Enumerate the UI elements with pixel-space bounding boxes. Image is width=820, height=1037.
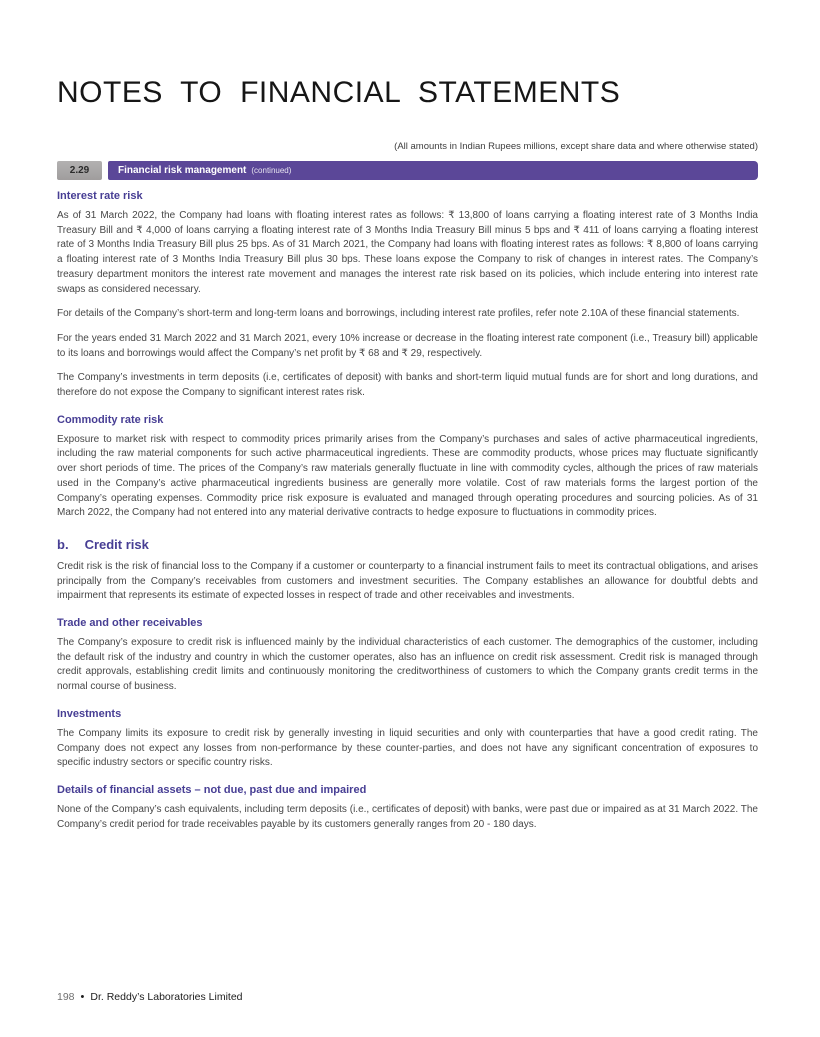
page-number: 198 xyxy=(57,991,75,1003)
page-footer xyxy=(57,991,243,1003)
footer-bullet: • xyxy=(80,991,85,1003)
content-area xyxy=(57,186,758,842)
paragraph: None of the Company’s cash equivalents, including term deposits (i.e., certificates of deposit) with banks, were past due or impaired as at 31 March 2022. The Company’s credit period for trade receivables payable by its customers generally ranges from 20 - 180 days. xyxy=(57,803,758,830)
paragraph: For the years ended 31 March 2022 and 31 March 2021, every 10% increase or decrease in the floating interest rate component (i.e., Treasury bill) applicable to its loans and borrowings would affect the Company’s net profit by ₹ 68 and ₹ 29, respectively. xyxy=(57,332,758,359)
heading-credit-risk xyxy=(57,537,758,552)
heading-interest-rate-risk: Interest rate risk xyxy=(57,190,143,202)
section-continued-label: (continued) xyxy=(251,166,292,175)
paragraph: The Company’s exposure to credit risk is influenced mainly by the individual characteristics of each customer. The demographics of the customer, including the default risk of the industry and country in which the customer operates, also has an influence on credit risk assessment. Credit risk is managed through credit approvals, establishing credit limits and continuously monitoring the creditworthiness of customers to which the Company grants credit terms in the normal course of business. xyxy=(57,637,758,693)
section-header-bar xyxy=(57,161,758,180)
page-title: NOTES TO FINANCIAL STATEMENTS xyxy=(57,76,621,109)
section-number: 2.29 xyxy=(57,161,102,180)
paragraph: The Company limits its exposure to credit risk by generally investing in liquid securities and only with counterparties that have a good credit rating. The Company does not expect any losses from non-performance by these counter-parties, and does not have any significant concentration of exposures to specific industry sectors or specific country risks. xyxy=(57,727,758,769)
heading-investments: Investments xyxy=(57,707,122,720)
section-title-bar xyxy=(108,161,758,180)
paragraph: Exposure to market risk with respect to commodity prices primarily arises from the Company’s purchases and sales of active pharmaceutical ingredients, including the raw material components for such active pharmaceutical ingredients. These are commodity products, whose prices may fluctuate significantly over short periods of time. The prices of the Company’s raw materials generally fluctuate in line with commodity cycles, although the prices of raw materials used in the Company’s active pharmaceutical ingredients business are generally more volatile. Cost of raw materials forms the largest portion of the Company’s operating expenses. Commodity price risk exposure is evaluated and managed through operating procedures and sourcing policies. As of 31 March 2022, the Company had not entered into any material derivative contracts to hedge exposure to fluctuations in commodity prices. xyxy=(57,433,758,519)
heading-trade-and-other-receivables: Trade and other receivables xyxy=(57,617,203,630)
heading-commodity-rate-risk: Commodity rate risk xyxy=(57,413,164,426)
paragraph: Credit risk is the risk of financial loss to the Company if a customer or counterparty to a financial instrument fails to meet its contractual obligations, and arises principally from the Company’s receivables from customers and investment securities. The Company establishes an allowance for doubtful debts and impairment that represents its estimate of expected losses in respect of trade and other receivables and investments. xyxy=(57,560,758,602)
credit-risk-title: Credit risk xyxy=(84,536,149,552)
paragraph: For details of the Company’s short-term and long-term loans and borrowings, including interest rate profiles, refer note 2.10A of these financial statements. xyxy=(57,308,740,320)
amounts-note: (All amounts in Indian Rupees millions, except share data and where otherwise stated) xyxy=(394,141,758,152)
heading-details-of-financial-assets: Details of financial assets – not due, past due and impaired xyxy=(57,783,367,796)
credit-risk-label: b. xyxy=(57,536,69,552)
paragraph: As of 31 March 2022, the Company had loans with floating interest rates as follows: ₹ 13,800 of loans carrying a floating interest rate of 3 Months India Treasury Bill and ₹ 4,000 of loans carrying a floating interest rate of 3 Months India Treasury Bill minus 5 bps and ₹ 411 of loans carrying a floating interest rate of 3 Months India Treasury Bill plus 25 bps. As of 31 March 2021, the Company had loans with floating interest rates as follows: ₹ 8,800 of loans carrying a floating interest rate of 3 Months India Treasury Bill plus 30 bps. These loans expose the Company to risk of changes in interest rates. The Company’s treasury department monitors the interest rate movement and manages the interest rate risk based on its policies, which include entering into interest rate swaps as considered necessary. xyxy=(57,210,758,295)
paragraph: The Company’s investments in term deposits (i.e, certificates of deposit) with banks and short-term liquid mutual funds are for short and long durations, and therefore do not expose the Company to significant interest rates risk. xyxy=(57,372,758,399)
section-title: Financial risk management xyxy=(118,165,247,176)
footer-company-name: Dr. Reddy’s Laboratories Limited xyxy=(90,991,243,1003)
